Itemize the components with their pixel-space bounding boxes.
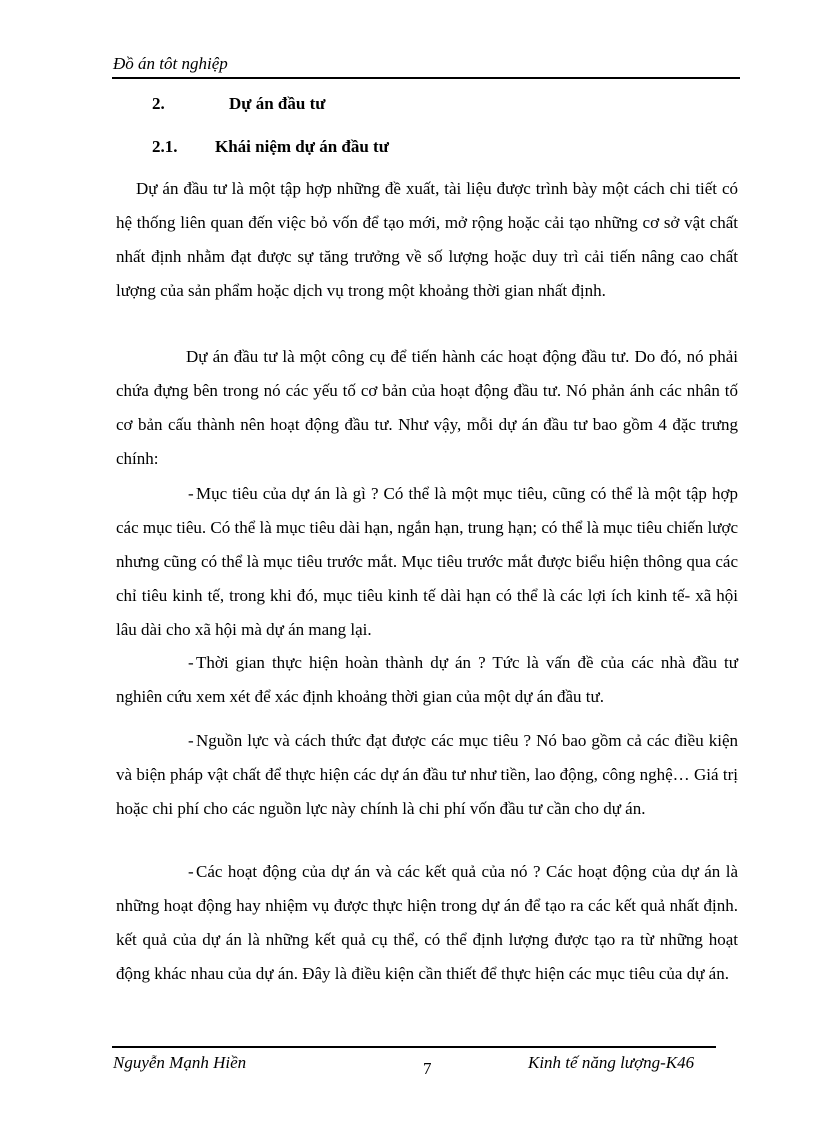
bullet-text: Nguồn lực và cách thức đạt được các mục tiêu ? Nó bao gồm cả các điều kiện và biện pháp vật chất để thực hiện các dự án đầu tư như tiền, lao động, công nghệ… Giá trị hoặc chi phí cho các nguồn lực này chính là chi phí vốn đầu tư cần cho dự án.	[116, 731, 738, 818]
section-title: Dự án đầu tư	[229, 94, 326, 113]
section-number: 2.	[152, 94, 165, 113]
bullet-dash: -	[188, 862, 194, 881]
bullet-text: Thời gian thực hiện hoàn thành dự án ? Tức là vấn đề của các nhà đầu tư nghiên cứu xem xét để xác định khoảng thời gian của một dự án đầu tư.	[116, 653, 738, 706]
bullet-item-4	[116, 855, 738, 991]
bullet-text: Các hoạt động của dự án và các kết quả của nó ? Các hoạt động của dự án là những hoạt động hay nhiệm vụ được thực hiện trong dự án để tạo ra các kết quả nhất định. kết quả của dự án là những kết quả cụ thể, có thể định lượng được tạo ra từ những hoạt động khác nhau của dự án. Đây là điều kiện cần thiết để thực hiện các mục tiêu của dự án.	[116, 862, 738, 983]
header-title: Đồ án tôt nghiệp	[113, 54, 228, 73]
bullet-item-1	[116, 477, 738, 647]
footer-rule	[112, 1046, 716, 1048]
footer-course: Kinh tế năng lượng-K46	[528, 1053, 695, 1072]
paragraph-2	[116, 340, 738, 476]
page-number: 7	[423, 1059, 432, 1078]
footer-author: Nguyễn Mạnh Hiền	[113, 1053, 247, 1072]
subsection-number: 2.1.	[152, 137, 178, 156]
paragraph-text: Dự án đầu tư là một công cụ để tiến hành các hoạt động đầu tư. Do đó, nó phải chứa đựng bên trong nó các yếu tố cơ bản của hoạt động đầu tư. Nó phản ánh các nhân tố cơ bản cấu thành nên hoạt động đầu tư. Như vậy, mỗi dự án đầu tư bao gồm 4 đặc trưng chính:	[116, 347, 738, 468]
bullet-dash: -	[188, 484, 194, 503]
paragraph-1	[116, 172, 738, 308]
bullet-item-2	[116, 646, 738, 714]
header-rule	[112, 77, 740, 79]
paragraph-text: Dự án đầu tư là một tập hợp những đề xuất, tài liệu được trình bày một cách chi tiết có hệ thống liên quan đến việc bỏ vốn để tạo mới, mở rộng hoặc cải tạo những cơ sở vật chất nhất định nhằm đạt được sự tăng trưởng về số lượng hoặc duy trì cải tiến nâng cao chất lượng của sản phẩm hoặc dịch vụ trong một khoảng thời gian nhất định.	[116, 179, 738, 300]
bullet-item-3	[116, 724, 738, 826]
bullet-dash: -	[188, 731, 194, 750]
bullet-text: Mục tiêu của dự án là gì ? Có thể là một mục tiêu, cũng có thể là một tập hợp các mục tiêu. Có thể là mục tiêu dài hạn, ngắn hạn, trung hạn; có thể là mục tiêu chiến lược nhưng cũng có thể là mục tiêu trước mắt. Mục tiêu trước mắt được biểu hiện thông qua các chỉ tiêu kinh tế, trong khi đó, mục tiêu kinh tế dài hạn có thể là các lợi ích kinh tế- xã hội lâu dài cho xã hội mà dự án mang lại.	[116, 484, 738, 639]
subsection-title: Khái niệm dự án đầu tư	[215, 137, 389, 156]
bullet-dash: -	[188, 653, 194, 672]
